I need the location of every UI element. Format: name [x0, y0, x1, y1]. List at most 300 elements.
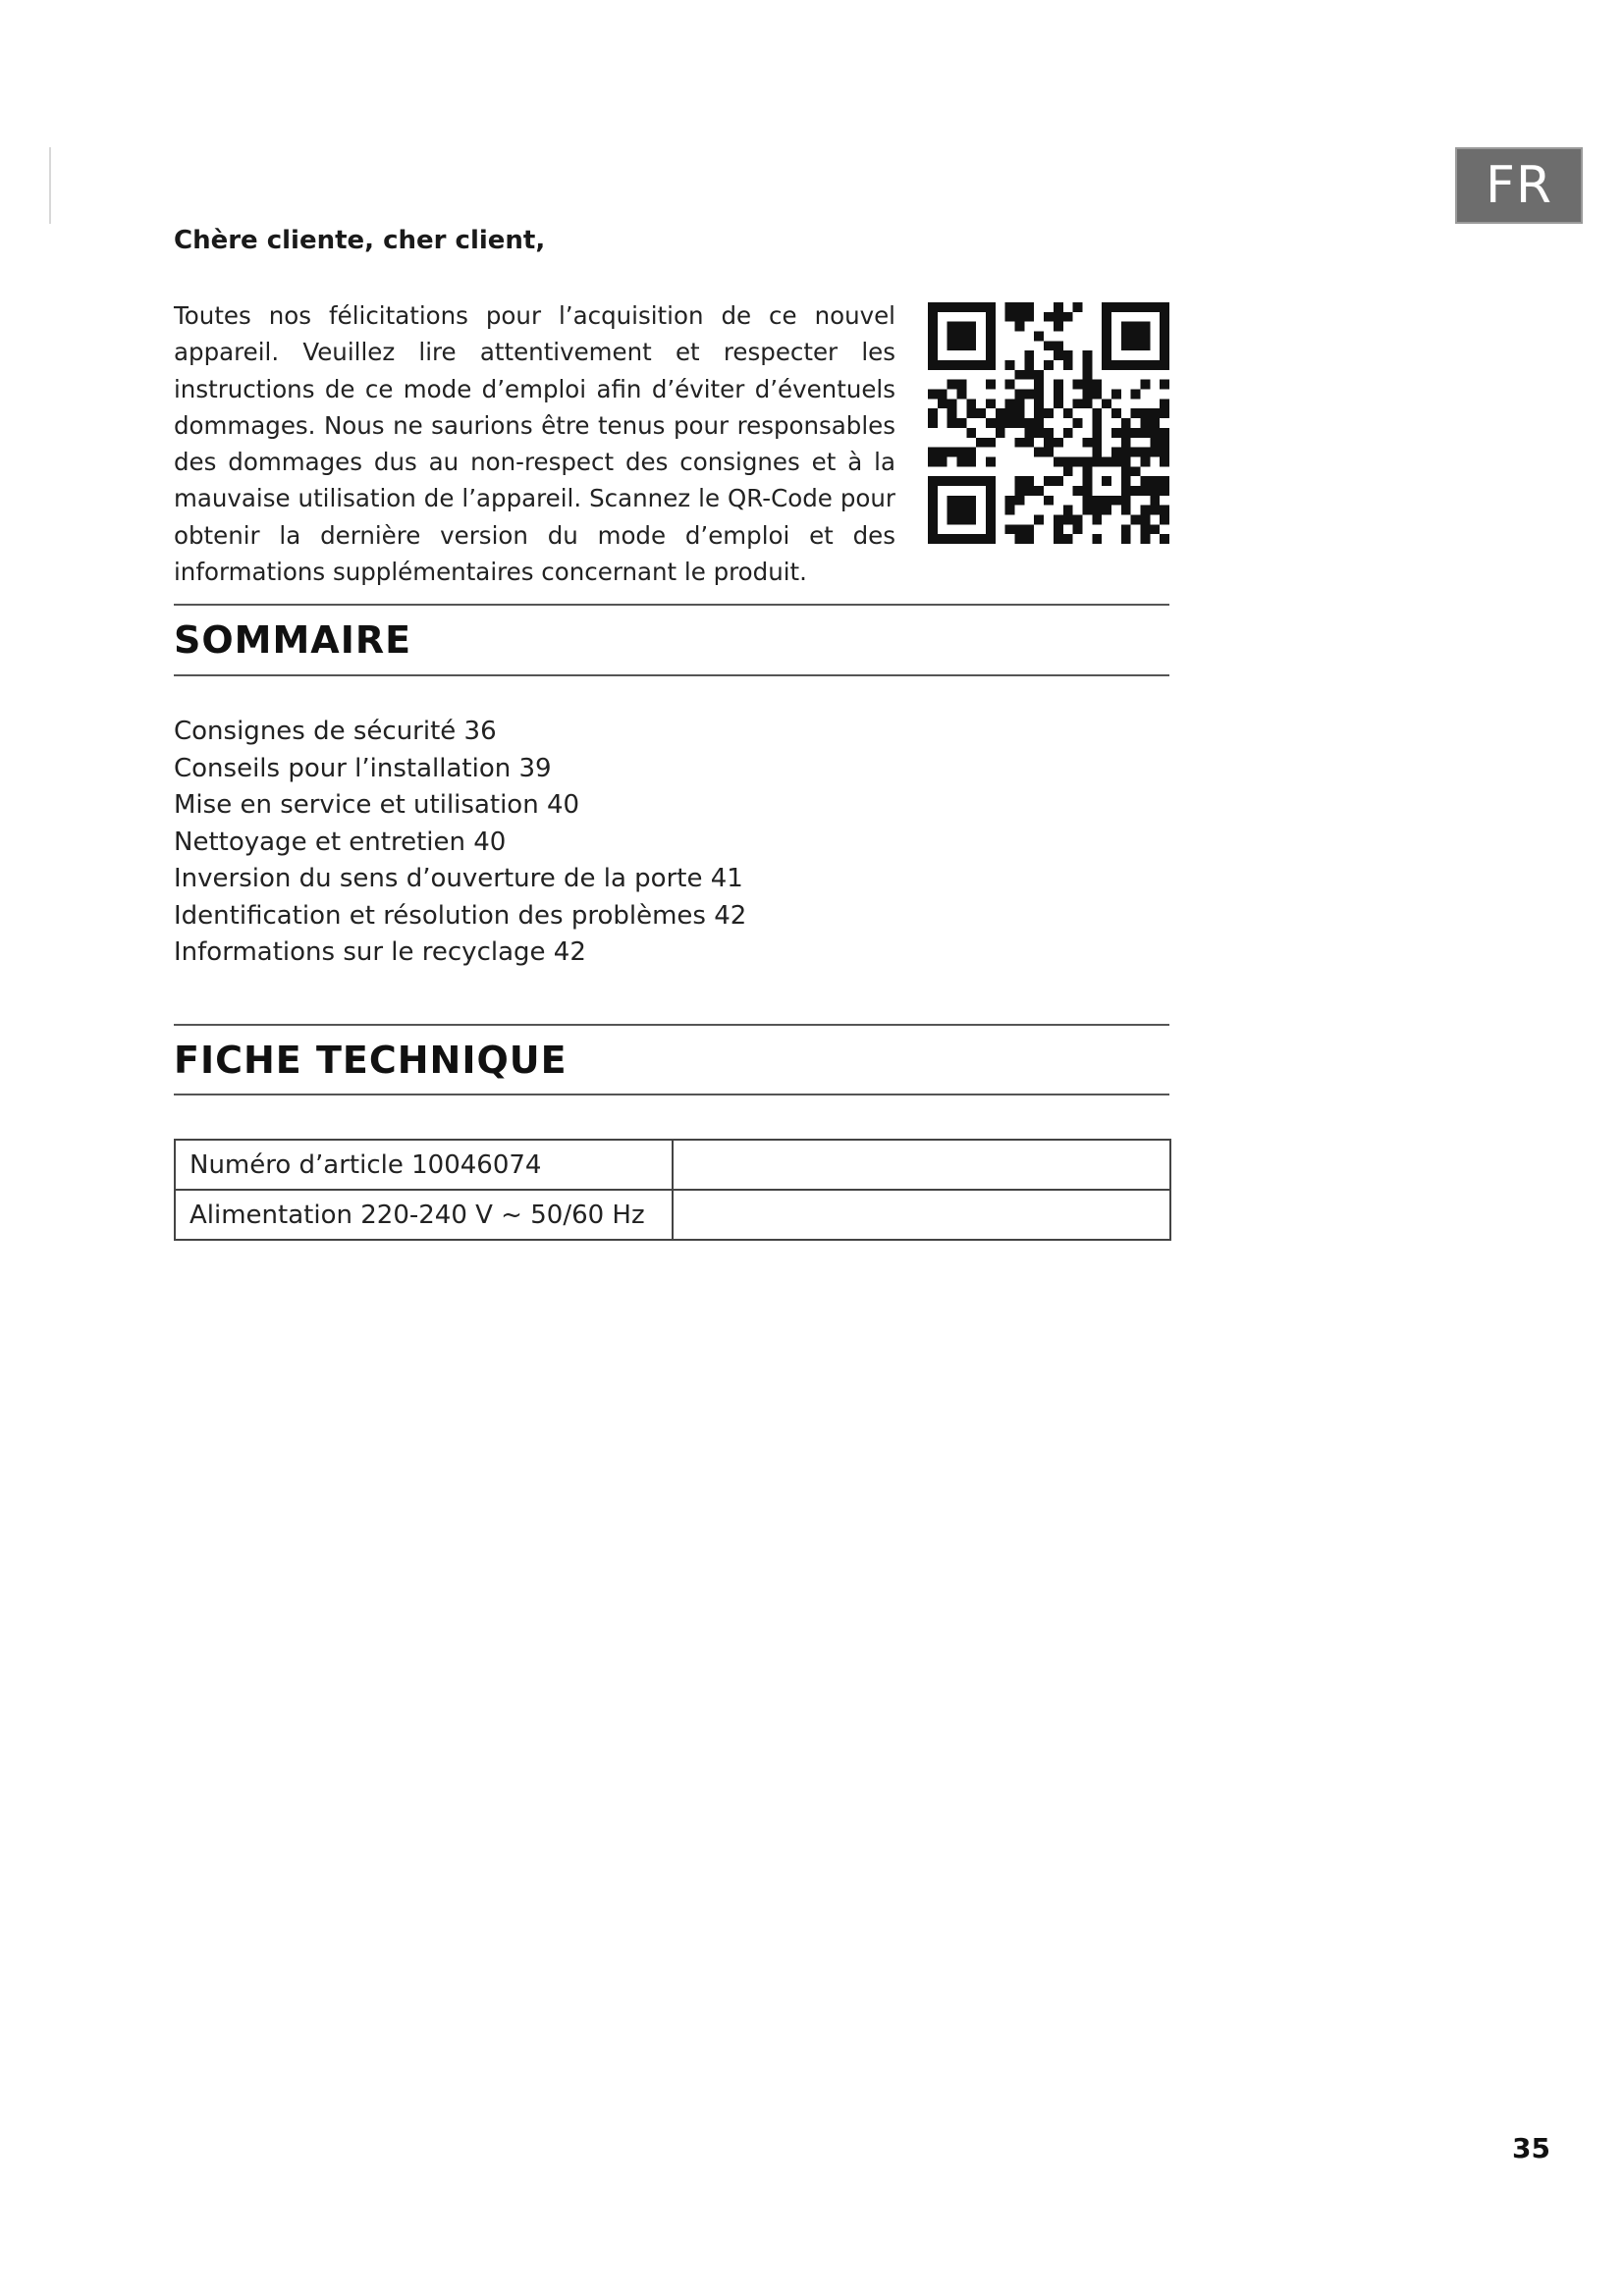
qr-module — [1121, 466, 1131, 476]
qr-module — [1082, 476, 1092, 486]
qr-module — [1140, 360, 1150, 370]
qr-module — [986, 438, 996, 448]
qr-module — [928, 360, 938, 370]
qr-module — [1131, 341, 1141, 350]
qr-module — [1015, 496, 1025, 506]
qr-module — [1140, 456, 1150, 466]
qr-module — [966, 408, 976, 418]
qr-module — [1140, 486, 1150, 496]
qr-module — [1111, 408, 1121, 418]
qr-module — [1024, 486, 1034, 496]
qr-module — [1024, 428, 1034, 438]
qr-module — [1160, 341, 1169, 350]
qr-module — [1063, 466, 1073, 476]
qr-module — [1015, 399, 1025, 408]
spec-table — [174, 1139, 1171, 1241]
qr-module — [928, 302, 938, 312]
qr-module — [1102, 312, 1111, 322]
qr-module — [1131, 486, 1141, 496]
qr-module — [1034, 390, 1044, 400]
qr-module — [1024, 534, 1034, 544]
qr-module — [1160, 456, 1169, 466]
qr-module — [1054, 476, 1063, 486]
spec-label: Alimentation 220-240 V ~ 50/60 Hz — [175, 1190, 673, 1240]
qr-module — [1160, 534, 1169, 544]
contents-rule-top — [174, 604, 1169, 606]
qr-module — [928, 486, 938, 496]
qr-module — [966, 302, 976, 312]
qr-module — [1082, 496, 1092, 506]
qr-module — [947, 341, 957, 350]
qr-module — [986, 534, 996, 544]
qr-module — [966, 496, 976, 506]
qr-module — [1015, 370, 1025, 380]
qr-module — [1015, 486, 1025, 496]
qr-module — [1111, 456, 1121, 466]
qr-module — [1082, 438, 1092, 448]
qr-module — [1063, 360, 1073, 370]
qr-module — [1015, 408, 1025, 418]
qr-module — [957, 360, 967, 370]
qr-module — [1102, 332, 1111, 342]
qr-module — [1121, 322, 1131, 332]
margin-rule — [49, 147, 51, 224]
qr-module — [938, 476, 947, 486]
qr-module — [1034, 332, 1044, 342]
qr-module — [947, 418, 957, 428]
qr-module — [1005, 302, 1015, 312]
qr-module — [1160, 360, 1169, 370]
qr-module — [976, 360, 986, 370]
qr-module — [1034, 428, 1044, 438]
qr-module — [947, 380, 957, 390]
qr-module — [966, 360, 976, 370]
qr-module — [1024, 418, 1034, 428]
qr-module — [1150, 496, 1160, 506]
qr-module — [947, 506, 957, 515]
qr-module — [928, 496, 938, 506]
qr-module — [1063, 506, 1073, 515]
qr-module — [957, 476, 967, 486]
spec-value — [673, 1140, 1170, 1190]
qr-module — [947, 476, 957, 486]
toc-item: Nettoyage et entretien 40 — [174, 827, 507, 857]
qr-module — [1082, 380, 1092, 390]
qr-module — [1063, 350, 1073, 360]
qr-module — [947, 514, 957, 524]
qr-module — [1024, 302, 1034, 312]
qr-module — [928, 448, 938, 457]
qr-module — [966, 332, 976, 342]
qr-module — [1015, 534, 1025, 544]
qr-module — [947, 408, 957, 418]
qr-module — [1015, 524, 1025, 534]
qr-module — [1044, 341, 1054, 350]
toc-item: Mise en service et utilisation 40 — [174, 790, 580, 820]
qr-module — [1121, 506, 1131, 515]
qr-module — [1073, 514, 1083, 524]
qr-module — [957, 302, 967, 312]
qr-module — [986, 312, 996, 322]
qr-module — [1121, 496, 1131, 506]
qr-module — [957, 514, 967, 524]
qr-code-icon[interactable] — [928, 302, 1169, 544]
qr-module — [928, 524, 938, 534]
qr-module — [966, 448, 976, 457]
qr-module — [1024, 370, 1034, 380]
qr-module — [1150, 302, 1160, 312]
qr-module — [1092, 456, 1102, 466]
qr-module — [976, 408, 986, 418]
qr-module — [1121, 534, 1131, 544]
qr-module — [928, 322, 938, 332]
qr-module — [957, 506, 967, 515]
qr-module — [1140, 514, 1150, 524]
qr-module — [1082, 350, 1092, 360]
qr-module — [966, 456, 976, 466]
qr-module — [996, 428, 1005, 438]
qr-module — [1102, 506, 1111, 515]
qr-module — [1150, 476, 1160, 486]
qr-module — [1073, 456, 1083, 466]
qr-module — [1073, 418, 1083, 428]
qr-module — [1054, 438, 1063, 448]
qr-module — [1131, 448, 1141, 457]
qr-module — [1131, 408, 1141, 418]
qr-module — [1005, 399, 1015, 408]
qr-module — [1015, 390, 1025, 400]
qr-module — [996, 408, 1005, 418]
qr-module — [947, 302, 957, 312]
qr-module — [976, 534, 986, 544]
qr-module — [1015, 322, 1025, 332]
qr-module — [1150, 360, 1160, 370]
qr-module — [1054, 514, 1063, 524]
qr-module — [1005, 496, 1015, 506]
qr-module — [928, 332, 938, 342]
qr-module — [1005, 418, 1015, 428]
qr-module — [1024, 390, 1034, 400]
qr-module — [1063, 408, 1073, 418]
qr-module — [1131, 332, 1141, 342]
qr-module — [986, 360, 996, 370]
qr-module — [1111, 428, 1121, 438]
language-tab: FR — [1455, 147, 1583, 224]
qr-module — [966, 476, 976, 486]
qr-module — [1160, 322, 1169, 332]
qr-module — [1073, 302, 1083, 312]
qr-module — [1150, 438, 1160, 448]
qr-module — [1140, 534, 1150, 544]
qr-module — [1044, 476, 1054, 486]
qr-module — [1160, 448, 1169, 457]
qr-module — [1082, 466, 1092, 476]
qr-module — [928, 341, 938, 350]
qr-module — [1121, 418, 1131, 428]
qr-module — [1034, 448, 1044, 457]
qr-module — [1121, 486, 1131, 496]
qr-module — [947, 332, 957, 342]
qr-module — [938, 399, 947, 408]
toc-item: Consignes de sécurité 36 — [174, 717, 497, 746]
toc-item: Informations sur le recyclage 42 — [174, 937, 586, 967]
qr-module — [966, 534, 976, 544]
toc-item: Conseils pour l’installation 39 — [174, 753, 552, 783]
qr-module — [1150, 408, 1160, 418]
qr-module — [1092, 380, 1102, 390]
qr-module — [1111, 302, 1121, 312]
spec-label: Numéro d’article 10046074 — [175, 1140, 673, 1190]
specs-title: FICHE TECHNIQUE — [174, 1039, 568, 1082]
table-of-contents — [174, 714, 746, 972]
qr-module — [938, 448, 947, 457]
qr-module — [928, 390, 938, 400]
qr-module — [1121, 448, 1131, 457]
qr-module — [986, 418, 996, 428]
qr-module — [1034, 399, 1044, 408]
qr-module — [1092, 438, 1102, 448]
qr-module — [938, 534, 947, 544]
qr-module — [1005, 408, 1015, 418]
qr-module — [1054, 350, 1063, 360]
qr-module — [1034, 418, 1044, 428]
qr-module — [928, 418, 938, 428]
qr-module — [1140, 302, 1150, 312]
qr-module — [986, 380, 996, 390]
contents-rule-bottom — [174, 674, 1169, 676]
qr-module — [1005, 360, 1015, 370]
qr-module — [1082, 399, 1092, 408]
qr-module — [1092, 506, 1102, 515]
qr-module — [1150, 506, 1160, 515]
qr-module — [1102, 496, 1111, 506]
qr-module — [986, 506, 996, 515]
qr-module — [928, 514, 938, 524]
qr-module — [1160, 302, 1169, 312]
qr-module — [1150, 428, 1160, 438]
qr-module — [957, 380, 967, 390]
qr-module — [1015, 476, 1025, 486]
qr-module — [1121, 302, 1131, 312]
qr-module — [1073, 524, 1083, 534]
qr-module — [1121, 332, 1131, 342]
qr-module — [1044, 496, 1054, 506]
qr-module — [1131, 428, 1141, 438]
qr-module — [1054, 341, 1063, 350]
qr-module — [966, 399, 976, 408]
qr-module — [947, 399, 957, 408]
qr-module — [1063, 428, 1073, 438]
intro-paragraph: Toutes nos félicitations pour l’acquisition de ce nouvel appareil. Veuillez lire attentivement et respecter les instructions de ce mode d’emploi afin d’éviter d’éventuels dommages. Nous ne saurions être tenus pour responsables des dommages dus au non-respect des consignes et à la mauvaise utilisation de l’appareil. Scannez le QR-Code pour obtenir la dernière version du mode d’emploi et des informations supplémentaires concernant le produit. — [174, 301, 895, 587]
qr-module — [1034, 370, 1044, 380]
qr-module — [1054, 456, 1063, 466]
qr-module — [1092, 390, 1102, 400]
qr-module — [1131, 514, 1141, 524]
qr-module — [1082, 370, 1092, 380]
qr-module — [1102, 302, 1111, 312]
qr-module — [1160, 486, 1169, 496]
qr-module — [938, 302, 947, 312]
qr-module — [1111, 448, 1121, 457]
qr-module — [1160, 312, 1169, 322]
qr-module — [1005, 524, 1015, 534]
qr-module — [1102, 341, 1111, 350]
spec-value — [673, 1190, 1170, 1240]
qr-module — [986, 341, 996, 350]
qr-module — [1054, 399, 1063, 408]
qr-module — [1102, 399, 1111, 408]
qr-module — [928, 350, 938, 360]
qr-module — [1160, 350, 1169, 360]
qr-module — [1092, 448, 1102, 457]
qr-module — [1140, 380, 1150, 390]
qr-module — [1160, 476, 1169, 486]
qr-module — [1140, 524, 1150, 534]
qr-module — [1034, 408, 1044, 418]
qr-module — [1015, 438, 1025, 448]
qr-module — [986, 456, 996, 466]
qr-module — [928, 456, 938, 466]
qr-module — [1111, 360, 1121, 370]
qr-module — [1024, 360, 1034, 370]
qr-module — [1054, 534, 1063, 544]
qr-module — [1131, 466, 1141, 476]
qr-module — [1160, 428, 1169, 438]
qr-module — [1160, 380, 1169, 390]
specs-rule-bottom — [174, 1094, 1169, 1095]
qr-module — [1063, 514, 1073, 524]
qr-module — [966, 514, 976, 524]
qr-module — [1102, 350, 1111, 360]
qr-module — [1131, 390, 1141, 400]
qr-module — [1121, 524, 1131, 534]
qr-module — [1024, 312, 1034, 322]
qr-module — [1160, 438, 1169, 448]
qr-module — [1054, 524, 1063, 534]
qr-module — [1015, 302, 1025, 312]
qr-module — [1092, 418, 1102, 428]
qr-module — [1005, 380, 1015, 390]
qr-module — [928, 476, 938, 486]
qr-module — [928, 506, 938, 515]
qr-module — [947, 448, 957, 457]
qr-module — [1160, 332, 1169, 342]
qr-module — [1140, 506, 1150, 515]
qr-module — [1102, 360, 1111, 370]
qr-module — [1073, 380, 1083, 390]
qr-module — [1121, 438, 1131, 448]
qr-module — [1121, 476, 1131, 486]
qr-module — [1092, 408, 1102, 418]
qr-module — [938, 360, 947, 370]
qr-module — [986, 332, 996, 342]
qr-module — [1063, 534, 1073, 544]
qr-module — [1044, 448, 1054, 457]
qr-module — [966, 322, 976, 332]
qr-module — [957, 534, 967, 544]
qr-module — [1111, 496, 1121, 506]
qr-module — [1005, 506, 1015, 515]
qr-module — [1082, 360, 1092, 370]
qr-module — [1140, 408, 1150, 418]
qr-module — [1140, 448, 1150, 457]
qr-module — [928, 312, 938, 322]
qr-module — [1044, 408, 1054, 418]
contents-title: SOMMAIRE — [174, 618, 412, 662]
qr-module — [1092, 514, 1102, 524]
qr-module — [1150, 524, 1160, 534]
qr-module — [1054, 390, 1063, 400]
qr-module — [957, 496, 967, 506]
qr-module — [1102, 476, 1111, 486]
qr-module — [947, 534, 957, 544]
qr-module — [986, 524, 996, 534]
qr-module — [1140, 332, 1150, 342]
qr-module — [1140, 322, 1150, 332]
qr-module — [1044, 428, 1054, 438]
qr-module — [1111, 390, 1121, 400]
qr-module — [1131, 302, 1141, 312]
qr-module — [1082, 486, 1092, 496]
qr-module — [976, 302, 986, 312]
qr-module — [986, 486, 996, 496]
qr-module — [1024, 438, 1034, 448]
qr-module — [1044, 360, 1054, 370]
qr-module — [947, 360, 957, 370]
qr-module — [986, 322, 996, 332]
qr-module — [957, 456, 967, 466]
qr-module — [1054, 380, 1063, 390]
qr-module — [1082, 390, 1092, 400]
qr-module — [1034, 514, 1044, 524]
qr-module — [957, 448, 967, 457]
qr-module — [1005, 312, 1015, 322]
qr-module — [1140, 428, 1150, 438]
qr-module — [966, 341, 976, 350]
page-number: 35 — [1512, 2132, 1550, 2164]
specs-rule-top — [174, 1024, 1169, 1026]
table-row — [175, 1190, 1170, 1240]
qr-module — [1044, 438, 1054, 448]
qr-module — [986, 514, 996, 524]
qr-module — [938, 390, 947, 400]
qr-module — [1131, 322, 1141, 332]
qr-module — [957, 341, 967, 350]
qr-module — [1121, 360, 1131, 370]
qr-module — [966, 428, 976, 438]
qr-module — [1121, 341, 1131, 350]
qr-module — [1063, 312, 1073, 322]
greeting: Chère cliente, cher client, — [174, 226, 546, 255]
qr-module — [1140, 341, 1150, 350]
qr-module — [966, 506, 976, 515]
qr-module — [986, 302, 996, 312]
qr-module — [1034, 380, 1044, 390]
qr-module — [1044, 312, 1054, 322]
qr-module — [986, 350, 996, 360]
qr-module — [1054, 312, 1063, 322]
qr-module — [1102, 322, 1111, 332]
qr-module — [957, 418, 967, 428]
qr-module — [1092, 534, 1102, 544]
qr-module — [1140, 418, 1150, 428]
qr-module — [1150, 418, 1160, 428]
qr-module — [1160, 408, 1169, 418]
qr-module — [1131, 360, 1141, 370]
qr-module — [1015, 418, 1025, 428]
qr-module — [1015, 312, 1025, 322]
qr-module — [1063, 456, 1073, 466]
